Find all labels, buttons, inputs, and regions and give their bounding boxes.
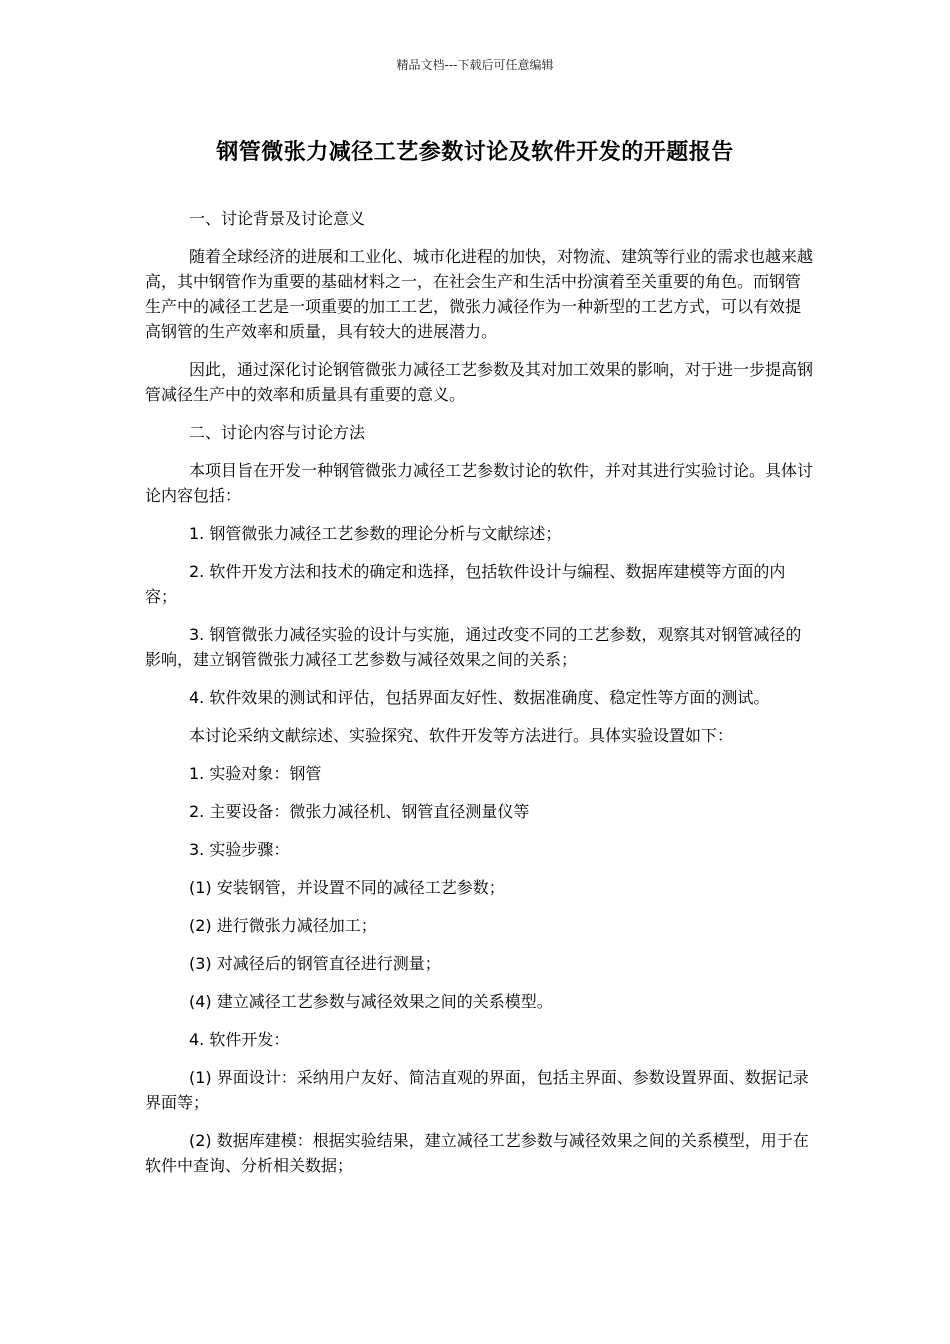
list-item: (3) 对减径后的钢管直径进行测量； (189, 954, 441, 973)
section-heading: 一、讨论背景及讨论意义 (189, 209, 366, 228)
list-item: (1) 界面设计：采纳用户友好、简洁直观的界面，包括主界面、参数设置界面、数据记录界面等； (145, 1068, 809, 1112)
document-title: 钢管微张力减径工艺参数讨论及软件开发的开题报告 (216, 140, 734, 165)
list-item: (2) 数据库建模：根据实验结果，建立减径工艺参数与减径效果之间的关系模型，用于在软件中查询、分析相关数据； (145, 1131, 809, 1175)
list-item: 3. 实验步骤： (189, 840, 290, 859)
list-item: 4. 软件开发： (189, 1030, 290, 1049)
list-item: 2. 软件开发方法和技术的确定和选择，包括软件设计与编程、数据库建模等方面的内容； (145, 562, 786, 606)
list-item: 1. 实验对象：钢管 (189, 764, 322, 783)
list-item: 4. 软件效果的测试和评估，包括界面友好性、数据准确度、稳定性等方面的测试。 (189, 688, 770, 707)
list-item: 3. 钢管微张力减径实验的设计与实施，通过改变不同的工艺参数，观察其对钢管减径的影响，建立钢管微张力减径工艺参数与减径效果之间的关系； (145, 625, 802, 669)
paragraph: 本讨论采纳文献综述、实验探究、软件开发等方法进行。具体实验设置如下： (189, 726, 734, 745)
section-heading: 二、讨论内容与讨论方法 (189, 423, 366, 442)
paragraph: 因此，通过深化讨论钢管微张力减径工艺参数及其对加工效果的影响，对于进一步提高钢管减径生产中的效率和质量具有重要的意义。 (145, 360, 814, 404)
list-item: (1) 安装钢管，并设置不同的减径工艺参数； (189, 878, 505, 897)
page-header: 精品文档---下载后可任意编辑 (396, 58, 554, 72)
paragraph: 本项目旨在开发一种钢管微张力减径工艺参数讨论的软件，并对其进行实验讨论。具体讨论内容包括： (145, 461, 814, 505)
document-body (145, 206, 813, 1191)
list-item: (2) 进行微张力减径加工； (189, 916, 377, 935)
list-item: (4) 建立减径工艺参数与减径效果之间的关系模型。 (189, 992, 553, 1011)
list-item: 2. 主要设备：微张力减径机、钢管直径测量仪等 (189, 802, 530, 821)
paragraph: 随着全球经济的进展和工业化、城市化进程的加快，对物流、建筑等行业的需求也越来越高，其中钢管作为重要的基础材料之一，在社会生产和生活中扮演着至关重要的角色。而钢管生产中的减径工艺是一项重要的加工工艺，微张力减径作为一种新型的工艺方式，可以有效提高钢管的生产效率和质量，具有较大的进展潜力。 (145, 247, 814, 341)
list-item: 1. 钢管微张力减径工艺参数的理论分析与文献综述； (189, 524, 562, 543)
